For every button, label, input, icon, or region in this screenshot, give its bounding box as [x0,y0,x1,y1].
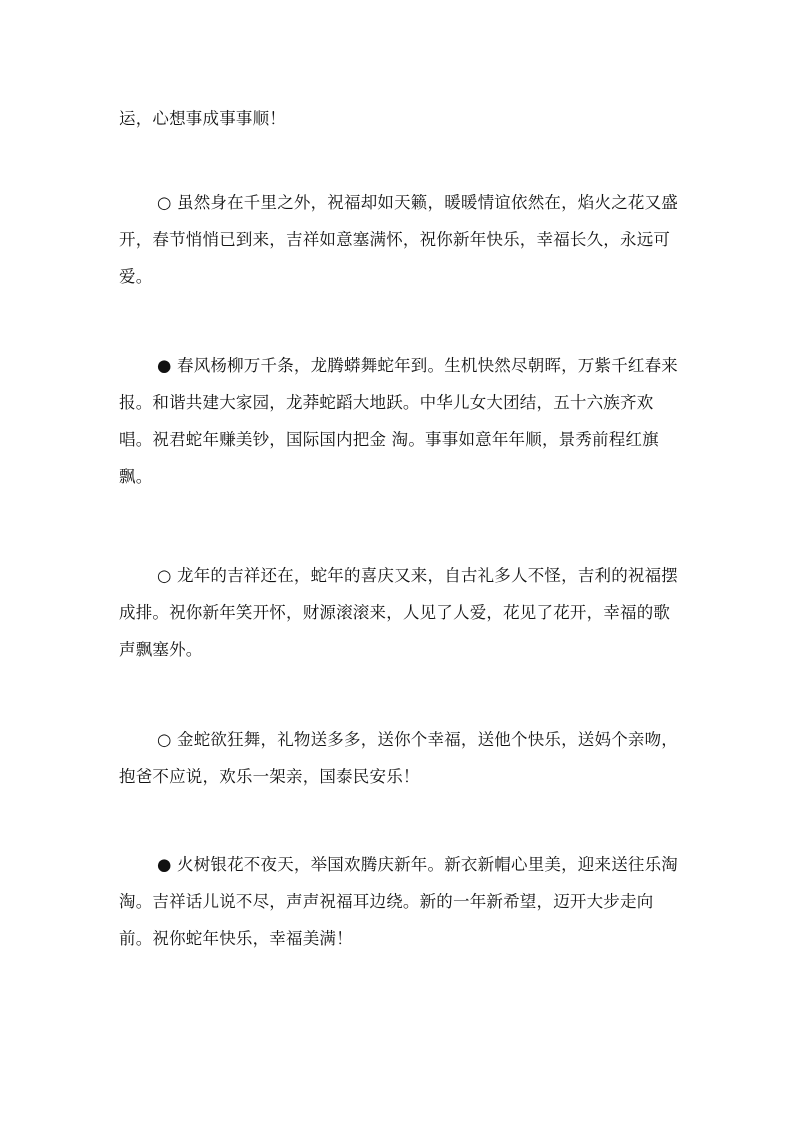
filled-circle-bullet-icon: ● [157,855,172,874]
paragraph-text: 春风杨柳万千条，龙腾蟒舞蛇年到。生机快然尽朝晖，万紫千红春来报。和谐共建大家园，龙莽蛇蹈大地跃。中华儿女大团结，五十六族齐欢唱。祝君蛇年赚美钞，国际国内把金 淘。事事如意年年顺，景秀前程红旗飘。 [119,356,678,486]
paragraph-text: 金蛇欲狂舞，礼物送多多，送你个幸福，送他个快乐，送妈个亲吻，抱爸不应说，欢乐一架亲，国泰民安乐！ [119,730,678,786]
hollow-circle-bullet-icon: ○ [157,730,172,749]
paragraph-continuation [119,100,679,137]
paragraph-text: 虽然身在千里之外，祝福却如天籁，暖暖情谊依然在，焰火之花又盛开，春节悄悄已到来，吉祥如意塞满怀，祝你新年快乐，幸福长久，永远可爱。 [119,193,678,286]
paragraph-text: 运，心想事成事事顺！ [119,109,286,128]
paragraph-text: 龙年的吉祥还在，蛇年的喜庆又来，自古礼多人不怪，吉利的祝福摆成排。祝你新年笑开怀，财源滚滚来，人见了人爱，花见了花开，幸福的歌声飘塞外。 [119,566,678,659]
paragraph-greeting-4 [119,721,679,795]
hollow-circle-bullet-icon: ○ [157,566,172,585]
filled-circle-bullet-icon: ● [157,356,172,375]
paragraph-text: 火树银花不夜天，举国欢腾庆新年。新衣新帽心里美，迎来送往乐淘淘。吉祥话儿说不尽，声声祝福耳边绕。新的一年新希望，迈开大步走向前。祝你蛇年快乐，幸福美满！ [119,855,678,948]
hollow-circle-bullet-icon: ○ [157,193,172,212]
paragraph-greeting-1 [119,184,679,295]
paragraph-greeting-2 [119,347,679,495]
paragraph-greeting-5 [119,846,679,957]
paragraph-greeting-3 [119,557,679,668]
